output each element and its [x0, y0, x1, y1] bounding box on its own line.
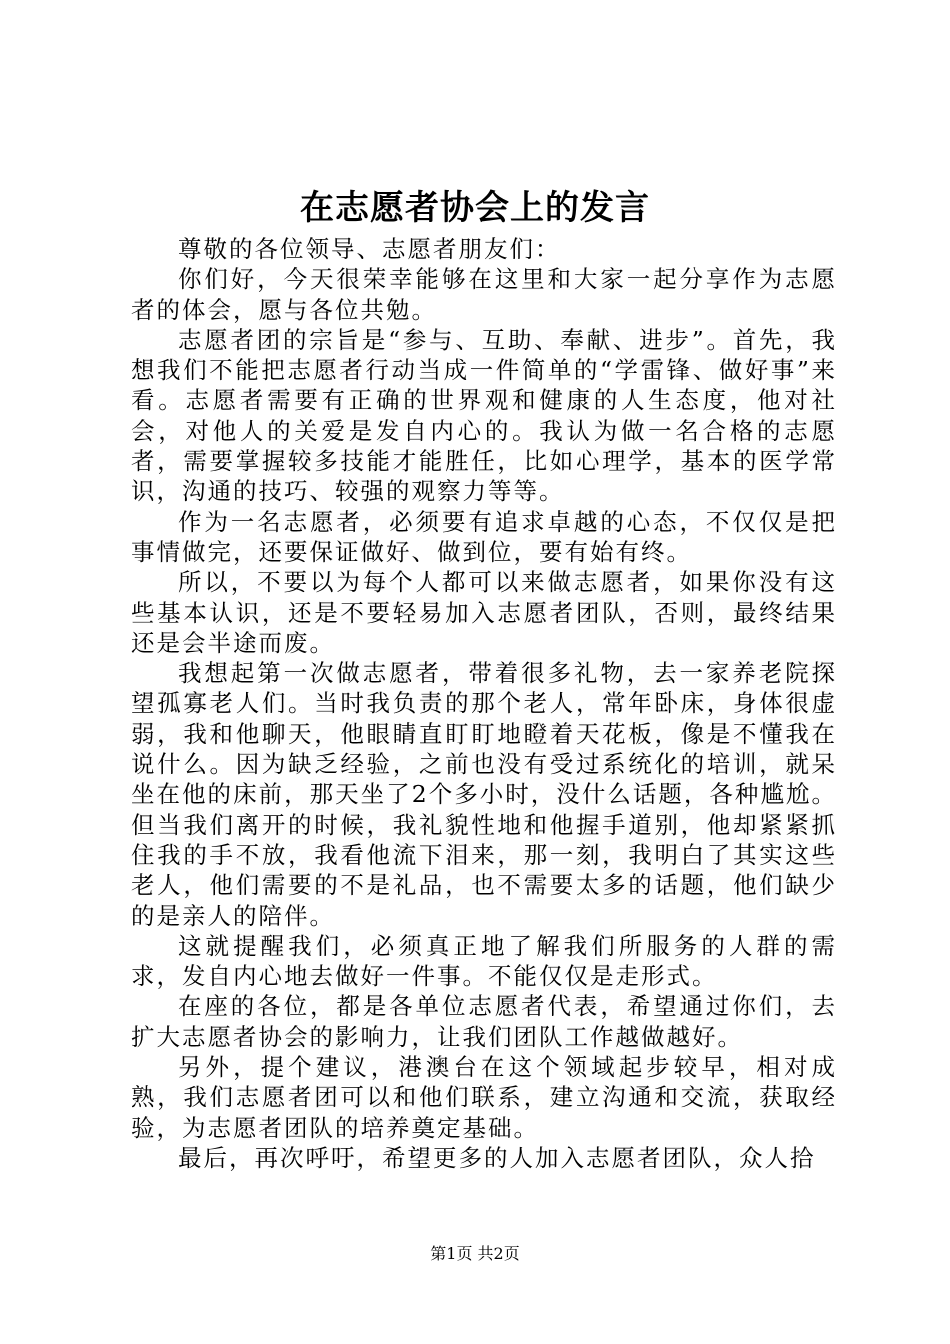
paragraph: 所以，不要以为每个人都可以来做志愿者，如果你没有这些基本认识，还是不要轻易加入志愿者团队，否则，最终结果还是会半途而废。 [131, 568, 837, 657]
paragraph: 志愿者团的宗旨是“参与、互助、奉献、进步”。首先，我想我们不能把志愿者行动当成一件简单的“学雷锋、做好事”来看。志愿者需要有正确的世界观和健康的人生态度，他对社会，对他人的关爱是发自内心的。我认为做一名合格的志愿者，需要掌握较多技能才能胜任，比如心理学，基本的医学常识，沟通的技巧、较强的观察力等等。 [131, 325, 837, 506]
paragraph: 我想起第一次做志愿者，带着很多礼物，去一家养老院探望孤寡老人们。当时我负责的那个老人，常年卧床，身体很虚弱，我和他聊天，他眼睛直盯盯地瞪着天花板，像是不懂我在说什么。因为缺乏经验，之前也没有受过系统化的培训，就呆坐在他的床前，那天坐了2个多小时，没什么话题，各种尴尬。但当我们离开的时候，我礼貌性地和他握手道别，他却紧紧抓住我的手不放，我看他流下泪来，那一刻，我明白了其实这些老人，他们需要的不是礼品，也不需要太多的话题，他们缺少的是亲人的陪伴。 [131, 659, 837, 930]
document-title: 在志愿者协会上的发言 [300, 188, 650, 228]
paragraph-salutation: 尊敬的各位领导、志愿者朋友们： [178, 235, 561, 263]
paragraph: 作为一名志愿者，必须要有追求卓越的心态，不仅仅是把事情做完，还要保证做好、做到位，要有始有终。 [131, 507, 837, 566]
paragraph: 这就提醒我们，必须真正地了解我们所服务的人群的需求，发自内心地去做好一件事。不能仅仅是走形式。 [131, 931, 837, 991]
paragraph: 另外，提个建议，港澳台在这个领域起步较早，相对成熟，我们志愿者团可以和他们联系，建立沟通和交流，获取经验，为志愿者团队的培养奠定基础。 [131, 1053, 837, 1142]
page-number-footer: 第1页 共2页 [430, 1244, 520, 1263]
paragraph: 最后，再次呼吁，希望更多的人加入志愿者团队，众人拾 [178, 1143, 816, 1172]
paragraph: 在座的各位，都是各单位志愿者代表，希望通过你们，去扩大志愿者协会的影响力，让我们团队工作越做越好。 [131, 992, 837, 1051]
paragraph: 你们好，今天很荣幸能够在这里和大家一起分享作为志愿者的体会，愿与各位共勉。 [131, 265, 837, 324]
document-body [131, 234, 837, 1173]
